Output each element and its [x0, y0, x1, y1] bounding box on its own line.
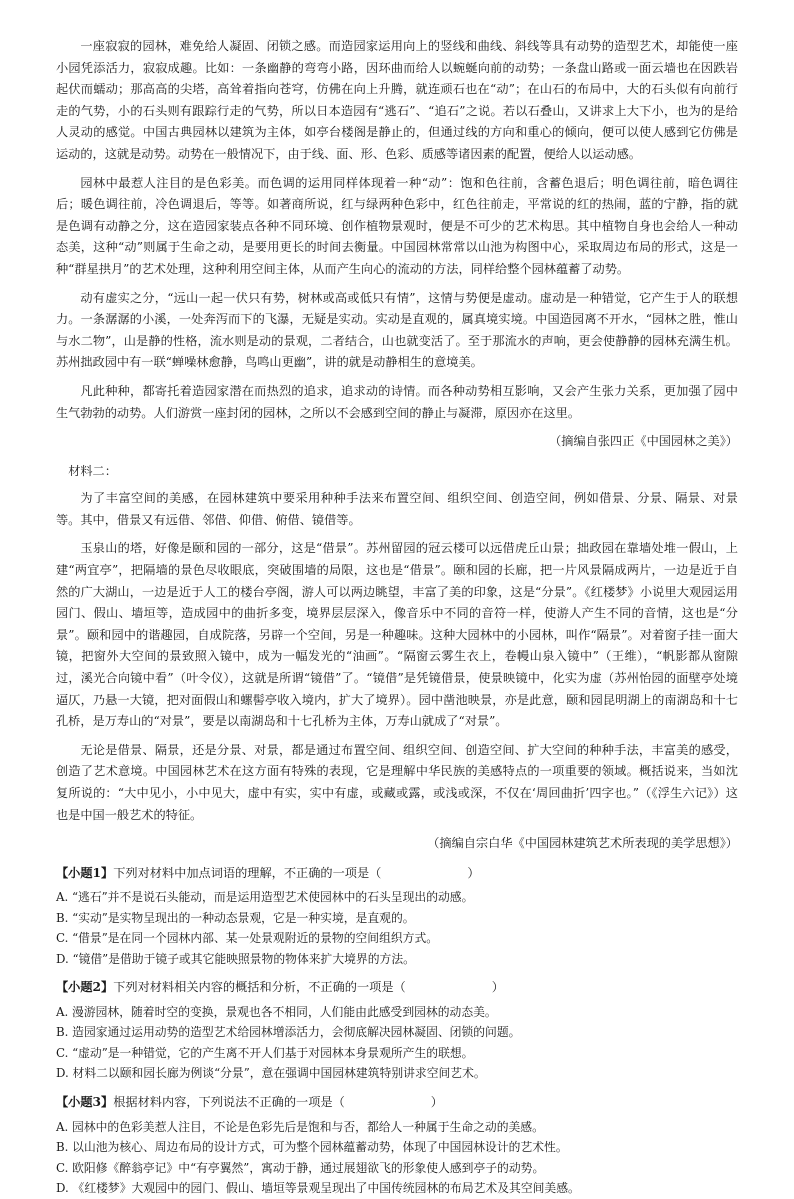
option-c[interactable]: C. “借景”是在同一个园林内部、某一处景观附近的景物的空间组织方式。: [56, 931, 439, 946]
option-a[interactable]: A. 园林中的色彩美惹人注目，不论是色彩先后是饱和与否，都给人一种属于生命之动的美感。: [56, 1119, 544, 1134]
option-b[interactable]: B. 造园家通过运用动势的造型艺术给园林增添活力，会彻底解决园林凝固、闭锁的问题。: [56, 1025, 521, 1040]
option-a[interactable]: A. “逃石”并不是说石头能动，而是运用造型艺术使园林中的石头呈现出的动感。: [56, 890, 474, 905]
passage-paragraph: 园林中最惹人注目的是色彩美。而色调的运用同样体现着一种“动”：饱和色往前，含蓄色退后；明色调往前，暗色调往后；暖色调往前，冷色调退后，等等。如著商所说，红与绿两种色彩中，红色往前走，平常说的红的热闹，蓝的宁静，指的就是色调有动静之分，这在造园家装点各种不同环境、创作植物景观时，便是不可少的艺术构思。其中植物自身也会给人一种动态美，这种“动”则属于生命之动，是要用更长的时间去衡量。中国园林常常以山池为构图中心，采取周边布局的形式，这是一种“群星拱月”的艺术处理，这种利用空间主体，从而产生向心的流动的方法，同样给整个园林蕴蓄了动势。: [56, 175, 738, 276]
question-text: 根据材料内容，下列说法不正确的一项是（: [113, 1094, 345, 1109]
passage-paragraph: 凡此种种，都寄托着造园家潜在而热烈的追求，追求动的诗情。而各种动势相互影响，又会产生张力关系，更加强了园中生气勃勃的动势。人们游赏一座封闭的园林，之所以不会感到空间的静止与凝滞，原因亦在这里。: [56, 383, 738, 420]
question-3: [56, 1092, 738, 1199]
option-b[interactable]: B. 以山池为核心、周边布局的设计方式，可为整个园林蕴蓄动势，体现了中国园林设计的艺术性。: [56, 1140, 568, 1155]
passage-paragraph: 为了丰富空间的美感，在园林建筑中要采用种种手法来布置空间、组织空间、创造空间，例如借景、分景、隔景、对景等。其中，借景又有远借、邻借、仰借、俯借、镜借等。: [56, 491, 738, 527]
option-d[interactable]: D. 《红楼梦》大观园中的园门、假山、墙垣等景观呈现出了中国传统园林的布局艺术及其空间美感。: [56, 1181, 580, 1196]
option-c[interactable]: C. “虚动”是一种错觉，它的产生离不开人们基于对园林本身景观所产生的联想。: [56, 1045, 474, 1060]
question-close: ）: [430, 1094, 443, 1109]
question-stem: [56, 863, 738, 885]
question-close: ）: [467, 865, 480, 880]
option-c[interactable]: C. 欧阳修《醉翁亭记》中“有亭翼然”，寓动于静，通过展翅欲飞的形象使人感到亭子的动势。: [56, 1160, 545, 1175]
question-tag: 【小题2】: [56, 980, 114, 995]
question-stem: [56, 977, 738, 999]
material-two-heading: 材料二：: [68, 463, 117, 478]
option-list: [56, 1002, 738, 1084]
question-2: [56, 977, 738, 1084]
passage-paragraph: 无论是借景、隔景，还是分景、对景，都是通过布置空间、组织空间、创造空间、扩大空间的种种手法，丰富美的感受，创造了艺术意境。中国园林艺术在这方面有特殊的表现，它是理解中华民族的美感特点的一项重要的领域。概括说来，当如沈复所说的：“大中见小，小中见大，虚中有实，实中有虚，或藏或露，或浅或深，不仅在‘周回曲折’四字也。”（《浮生六记》）这也是中国一般艺术的特征。: [56, 742, 738, 822]
source-citation: （摘编自宗白华《中国园林建筑艺术所表现的美学思想》）: [427, 836, 738, 851]
material-two: [56, 488, 738, 855]
question-stem: [56, 1092, 738, 1114]
option-b[interactable]: B. “实动”是实物呈现出的一种动态景观，它是一种实境，是直观的。: [56, 910, 415, 925]
question-text: 下列对材料中加点词语的理解，不正确的一项是（: [113, 865, 382, 880]
option-d[interactable]: D. “镜借”是借助于镜子或其它能映照景物的物体来扩大境界的方法。: [56, 951, 415, 966]
question-1: [56, 863, 738, 970]
passage-paragraph: 玉泉山的塔，好像是颐和园的一部分，这是“借景”。苏州留园的冠云楼可以远借虎丘山景；拙政园在靠墙处堆一假山，上建“两宜亭”，把隔墙的景色尽收眼底，突破围墙的局限，这也是“借景”。颐和园的长廊，把一片风景隔成两片，一边是近于自然的广大湖山，一边是近于人工的楼台亭阁，游人可以两边眺望，丰富了美的印象，这是“分景”。《红楼梦》小说里大观园运用园门、假山、墙垣等，造成园中的曲折多变，境界层层深入，像音乐中不同的音符一样，使游人产生不同的音情，这也是“分景”。颐和园中的谐趣园，自成院落，另辟一个空间，另是一种趣味。这种大园林中的小园林，叫作“隔景”。对着窗子挂一面大镜，把窗外大空间的景致照入镜中，成为一幅发光的“油画”。“隔窗云雾生衣上，卷幔山泉入镜中”（王维），“帆影都从窗隙过，溪光合向镜中看”（叶令仪），这就是所谓“镜借”了。“镜借”是凭镜借景，使景映镜中，化实为虚（苏州怡园的面壁亭处境逼仄，乃悬一大镜，把对面假山和螺髻亭收入境内，扩大了境界）。园中凿池映景，亦是此意，颐和园昆明湖上的南湖岛和十七孔桥，是万寿山的“对景”，要是以南湖岛和十七孔桥为主体，万寿山就成了“对景”。: [56, 541, 738, 729]
option-list: [56, 887, 738, 969]
question-text: 下列对材料相关内容的概括和分析，不正确的一项是（: [113, 980, 406, 995]
passage-paragraph: 动有虚实之分，“远山一起一伏只有势，树林或高或低只有情”，这情与势便是虚动。虚动是一种错觉，它产生于人的联想力。一条潺潺的小溪，一处奔泻而下的飞瀑，无疑是实动。实动是直观的，属真境实境。中国造园离不开水，“园林之胜，惟山与水二物”，山是静的性格，流水则是动的景观，二者结合，山也就变活了。至于那流水的声响，更会使静静的园林充满生机。苏州拙政园中有一联“蝉噪林愈静，鸟鸣山更幽”，讲的就是动静相生的意境美。: [56, 290, 738, 370]
option-d[interactable]: D. 材料二以颐和园长廊为例谈“分景”，意在强调中国园林建筑特别讲求空间艺术。: [56, 1066, 486, 1081]
question-close: ）: [491, 980, 504, 995]
question-tag: 【小题3】: [56, 1094, 114, 1109]
passage-paragraph: 一座寂寂的园林，难免给人凝固、闭锁之感。而造园家运用向上的竖线和曲线、斜线等具有动势的造型艺术，却能使一座小园凭添活力，寂寂成趣。比如：一条幽静的弯弯小路，因环曲而给人以蜿蜒向前的动势；一条盘山路或一面云墙也在因跌岩起伏而蠕动；那高高的尖塔，高耸着指向苍穹，仿佛在向上升腾，就连顽石也在“动”；在山石的布局中，大的石头似有向前行走的气势，小的石头则有跟踪行走的气势，所以日本造园有“逃石”、“追石”之说。若以石叠山，又讲求上大下小，也为的是给人灵动的感觉。中国古典园林以建筑为主体，如亭台楼阁是静止的，但通过线的方向和重心的倾向，便可以使人感到它仿佛是运动的，这就是动势。动势在一般情况下，由于线、面、形、色彩、质感等诸因素的配置，便给人以运动感。: [56, 39, 738, 161]
source-citation: （摘编自张四正《中国园林之美》）: [549, 434, 738, 449]
question-tag: 【小题1】: [56, 865, 114, 880]
material-one: [56, 36, 738, 453]
option-list: [56, 1117, 738, 1199]
option-a[interactable]: A. 漫游园林，随着时空的变换，景观也各不相同，人们能由此感受到园林的动态美。: [56, 1004, 497, 1019]
